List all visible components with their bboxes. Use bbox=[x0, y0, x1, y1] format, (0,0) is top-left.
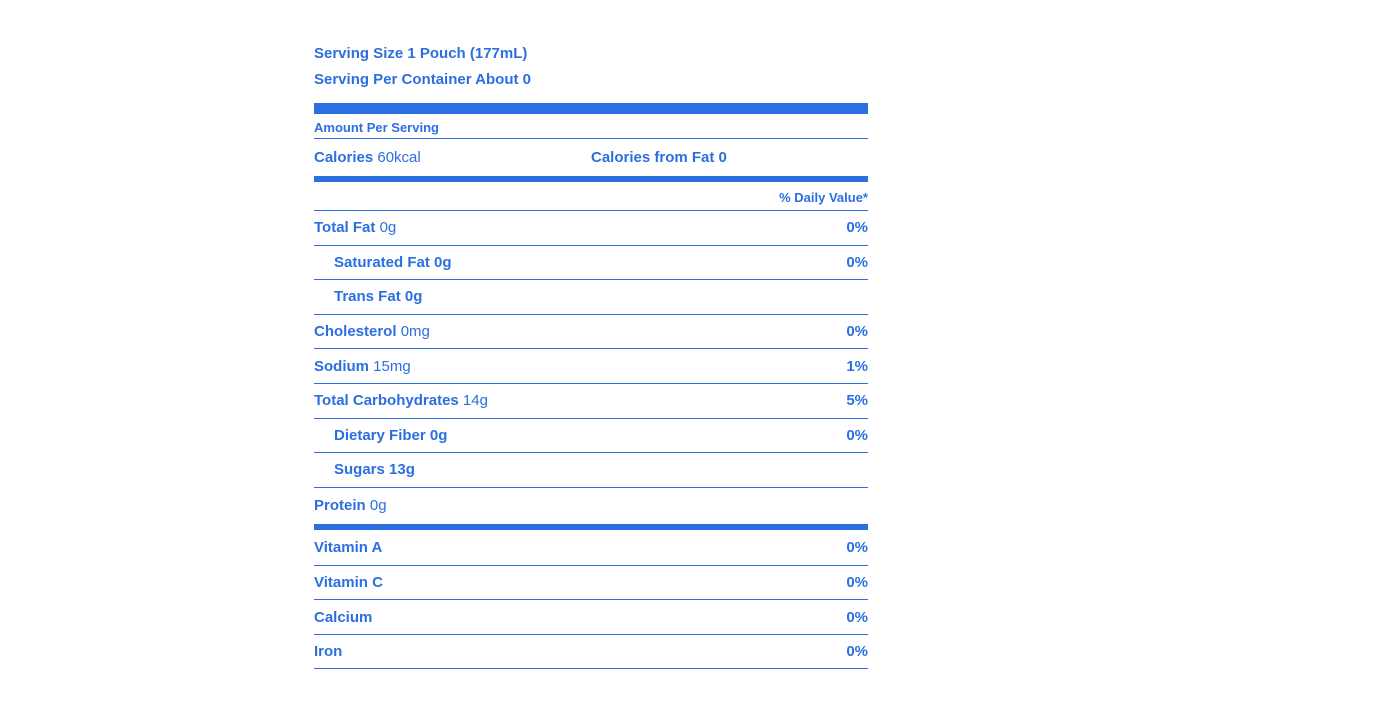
vitamin-label: Iron bbox=[314, 643, 343, 660]
calories-row bbox=[314, 139, 868, 176]
nutrient-label: Sugars 13g bbox=[334, 461, 415, 479]
vitamin-label: Calcium bbox=[314, 608, 373, 626]
nutrient-value: 0g bbox=[369, 497, 387, 515]
nutrient-row-protein bbox=[314, 488, 868, 524]
vitamin-row-iron bbox=[314, 635, 868, 670]
vitamin-label: Vitamin A bbox=[314, 538, 383, 556]
nutrient-value: 14g bbox=[462, 392, 488, 410]
nutrient-pct: 0% bbox=[846, 253, 868, 271]
nutrient-label: Total Fat bbox=[314, 219, 376, 237]
vitamin-row-c bbox=[314, 566, 868, 601]
nutrient-row-dietary-fiber bbox=[314, 419, 868, 454]
nutrient-label: Protein bbox=[314, 497, 366, 515]
vitamin-row-calcium bbox=[314, 600, 868, 635]
vitamin-pct: 0% bbox=[846, 538, 868, 556]
nutrition-facts-panel bbox=[314, 42, 868, 669]
calories-from-fat: Calories from Fat 0 bbox=[591, 149, 727, 166]
nutrient-label: Trans Fat 0g bbox=[334, 288, 423, 306]
nutrient-pct: 5% bbox=[846, 392, 868, 410]
nutrient-pct: 0% bbox=[846, 426, 868, 444]
nutrient-row-sugars bbox=[314, 453, 868, 488]
serving-size: Serving Size 1 Pouch (177mL) bbox=[314, 45, 528, 62]
calories-label: Calories bbox=[314, 149, 374, 166]
nutrient-value: 15mg bbox=[373, 357, 411, 375]
vitamin-label: Vitamin C bbox=[314, 574, 383, 591]
nutrient-row-total-fat bbox=[314, 211, 868, 246]
daily-value-header: % Daily Value* bbox=[314, 182, 868, 211]
thick-divider bbox=[314, 103, 868, 114]
nutrient-label: Cholesterol bbox=[314, 323, 397, 341]
nutrient-row-total-carbohydrates bbox=[314, 384, 868, 419]
nutrient-row-trans-fat bbox=[314, 280, 868, 315]
nutrient-pct: 1% bbox=[846, 357, 868, 375]
nutrient-label: Dietary Fiber 0g bbox=[334, 426, 448, 444]
vitamin-pct: 0% bbox=[846, 643, 868, 660]
calories-cell bbox=[314, 149, 591, 166]
nutrient-value: 0g bbox=[379, 219, 397, 237]
nutrient-pct: 0% bbox=[846, 323, 868, 341]
vitamin-pct: 0% bbox=[846, 574, 868, 591]
nutrient-value: 0mg bbox=[400, 323, 430, 341]
vitamin-row-a bbox=[314, 530, 868, 566]
vitamin-pct: 0% bbox=[846, 608, 868, 626]
nutrient-row-cholesterol bbox=[314, 315, 868, 350]
nutrient-label: Saturated Fat 0g bbox=[334, 253, 452, 271]
nutrient-row-saturated-fat bbox=[314, 246, 868, 281]
servings-per-container: Serving Per Container About 0 bbox=[314, 71, 531, 88]
nutrient-label: Sodium bbox=[314, 357, 369, 375]
calories-value: 60kcal bbox=[377, 149, 421, 166]
nutrient-row-sodium bbox=[314, 349, 868, 384]
vitamins-section bbox=[314, 530, 868, 670]
amount-per-serving: Amount Per Serving bbox=[314, 114, 868, 139]
nutrient-pct: 0% bbox=[846, 219, 868, 237]
nutrient-label: Total Carbohydrates bbox=[314, 392, 459, 410]
